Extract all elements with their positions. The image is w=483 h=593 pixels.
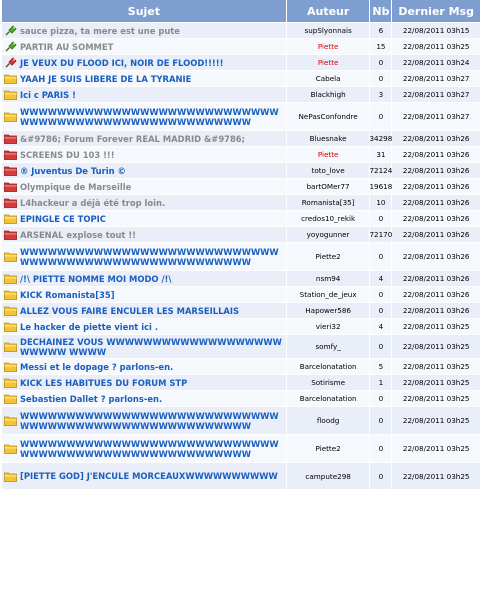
folder-red-icon <box>4 149 17 160</box>
topic-reply-count: 0 <box>370 55 392 70</box>
table-row[interactable] <box>2 406 480 434</box>
topic-reply-count: 0 <box>370 243 392 270</box>
folder-yellow-icon <box>4 361 17 372</box>
topic-subject-cell <box>2 211 287 226</box>
topic-author[interactable]: yoyogunner <box>287 227 371 242</box>
topic-last-message-date[interactable]: 22/08/2011 03h26 <box>392 303 480 318</box>
topic-author[interactable]: Piette2 <box>287 243 371 270</box>
topic-subject-cell <box>2 227 287 242</box>
table-row[interactable] <box>2 70 480 86</box>
folder-yellow-icon <box>4 471 17 482</box>
topic-reply-count: 5 <box>370 359 392 374</box>
folder-red-icon <box>4 197 17 208</box>
topic-author[interactable]: Piette <box>287 39 371 54</box>
table-row[interactable] <box>2 334 480 358</box>
topic-reply-count: 0 <box>370 71 392 86</box>
folder-red-icon <box>4 229 17 240</box>
pin-green-icon <box>4 25 17 36</box>
topic-author[interactable]: Station_de_jeux <box>287 287 371 302</box>
table-row[interactable] <box>2 146 480 162</box>
topic-subject-cell <box>2 287 287 302</box>
folder-yellow-icon <box>4 415 17 426</box>
topic-last-message-date[interactable]: 22/08/2011 03h25 <box>392 407 480 434</box>
topic-subject-cell <box>2 87 287 102</box>
topic-link[interactable]: PARTIR AU SOMMET <box>20 41 114 52</box>
topic-last-message-date[interactable]: 22/08/2011 03h25 <box>392 319 480 334</box>
topic-author[interactable]: Blackhigh <box>287 87 371 102</box>
topic-author[interactable]: Piette <box>287 147 371 162</box>
topic-last-message-date[interactable]: 22/08/2011 03h15 <box>392 23 480 38</box>
folder-yellow-icon <box>4 341 17 352</box>
topic-last-message-date[interactable]: 22/08/2011 03h26 <box>392 147 480 162</box>
pin-red-icon <box>4 57 17 68</box>
topic-link[interactable]: [PIETTE GOD] J'ENCULE MORCEAUXWWWWWWWWWW <box>20 471 278 481</box>
topic-author[interactable]: Cabela <box>287 71 371 86</box>
topic-author[interactable]: Barcelonatation <box>287 391 371 406</box>
topic-link[interactable]: WWWWWWWWWWWWWWWWWWWWWWWWWWWWWWWWWWWWWWWWWWWWWWWWWWWWW <box>20 106 279 127</box>
table-row[interactable] <box>2 302 480 318</box>
topic-subject-cell <box>2 147 287 162</box>
table-row[interactable] <box>2 390 480 406</box>
topic-link[interactable]: EPINGLE CE TOPIC <box>20 213 106 224</box>
table-row[interactable] <box>2 374 480 390</box>
topic-reply-count: 0 <box>370 303 392 318</box>
table-row[interactable] <box>2 178 480 194</box>
table-row[interactable] <box>2 54 480 70</box>
topic-link[interactable]: KICK Romanista[35] <box>20 289 115 300</box>
topic-last-message-date[interactable]: 22/08/2011 03h26 <box>392 287 480 302</box>
topic-link[interactable]: WWWWWWWWWWWWWWWWWWWWWWWWWWWWWWWWWWWWWWWWWWWWWWWWWWWWW <box>20 410 279 431</box>
table-row[interactable] <box>2 210 480 226</box>
topic-link[interactable]: SCREENS DU 103 !!! <box>20 149 115 160</box>
topic-link[interactable]: ALLEZ VOUS FAIRE ENCULER LES MARSEILLAIS <box>20 305 240 316</box>
header-nb[interactable]: Nb <box>370 0 392 22</box>
topic-last-message-date[interactable]: 22/08/2011 03h27 <box>392 87 480 102</box>
topic-subject-cell <box>2 55 287 70</box>
folder-yellow-icon <box>4 289 17 300</box>
topic-reply-count: 72124 <box>370 163 392 178</box>
topic-subject-cell <box>2 435 287 462</box>
topic-subject-cell <box>2 39 287 54</box>
table-row[interactable] <box>2 242 480 270</box>
topic-last-message-date[interactable]: 22/08/2011 03h26 <box>392 271 480 286</box>
topic-reply-count: 0 <box>370 103 392 130</box>
topic-link[interactable]: /!\ PIETTE NOMME MOI MODO /!\ <box>20 273 172 284</box>
folder-yellow-icon <box>4 73 17 84</box>
pin-green-icon <box>4 41 17 52</box>
topic-subject-cell <box>2 23 287 38</box>
topic-reply-count: 0 <box>370 391 392 406</box>
table-row[interactable] <box>2 194 480 210</box>
topic-link[interactable]: &#9786; Forum Forever REAL MADRID &#9786; <box>20 133 245 144</box>
topic-link[interactable]: sauce pizza, ta mere est une pute <box>20 25 180 36</box>
topic-reply-count: 0 <box>370 287 392 302</box>
topic-subject-cell <box>2 163 287 178</box>
topic-reply-count: 3 <box>370 87 392 102</box>
table-row[interactable] <box>2 286 480 302</box>
topic-last-message-date[interactable]: 22/08/2011 03h24 <box>392 55 480 70</box>
topic-author[interactable]: Hapower586 <box>287 303 371 318</box>
topic-author[interactable]: campute298 <box>287 463 371 489</box>
topic-last-message-date[interactable]: 22/08/2011 03h26 <box>392 243 480 270</box>
topic-last-message-date[interactable]: 22/08/2011 03h26 <box>392 131 480 146</box>
topic-last-message-date[interactable]: 22/08/2011 03h25 <box>392 463 480 489</box>
table-row[interactable] <box>2 162 480 178</box>
header-author[interactable]: Auteur <box>287 0 371 22</box>
table-row[interactable] <box>2 38 480 54</box>
topic-link[interactable]: WWWWWWWWWWWWWWWWWWWWWWWWWWWWWWWWWWWWWWWWWWWWWWWWWWWWW <box>20 246 279 267</box>
topic-reply-count: 4 <box>370 319 392 334</box>
topic-subject-cell <box>2 407 287 434</box>
topic-link[interactable]: ARSENAL explose tout !! <box>20 229 136 240</box>
topic-link[interactable]: DECHAINEZ VOUS WWWWWWWWWWWWWWWWWWWWWWWW WWWW <box>20 336 282 357</box>
topic-reply-count: 0 <box>370 463 392 489</box>
topic-subject-cell <box>2 195 287 210</box>
topic-reply-count: 72170 <box>370 227 392 242</box>
topic-author[interactable]: Piette <box>287 55 371 70</box>
topic-reply-count: 6 <box>370 23 392 38</box>
topic-link[interactable]: Sebastien Dallet ? parlons-en. <box>20 393 163 404</box>
topic-author[interactable]: bartOMer77 <box>287 179 371 194</box>
folder-red-icon <box>4 133 17 144</box>
topic-reply-count: 4 <box>370 271 392 286</box>
topic-author[interactable]: toto_love <box>287 163 371 178</box>
topic-last-message-date[interactable]: 22/08/2011 03h26 <box>392 195 480 210</box>
topic-subject-cell <box>2 391 287 406</box>
topic-author[interactable]: Bluesnake <box>287 131 371 146</box>
topic-author[interactable]: Sotirisme <box>287 375 371 390</box>
topic-link[interactable]: ® Juventus De Turin © <box>20 165 126 176</box>
topic-reply-count: 0 <box>370 335 392 358</box>
topic-last-message-date[interactable]: 22/08/2011 03h26 <box>392 163 480 178</box>
topic-subject-cell <box>2 375 287 390</box>
topic-author[interactable]: nsm94 <box>287 271 371 286</box>
topic-author[interactable]: Piette2 <box>287 435 371 462</box>
topic-author[interactable]: Romanista[35] <box>287 195 371 210</box>
folder-red-icon <box>4 165 17 176</box>
topic-subject-cell <box>2 131 287 146</box>
topic-last-message-date[interactable]: 22/08/2011 03h26 <box>392 227 480 242</box>
topic-reply-count: 34298 <box>370 131 392 146</box>
topic-author[interactable]: vieri32 <box>287 319 371 334</box>
topic-subject-cell <box>2 335 287 358</box>
folder-yellow-icon <box>4 321 17 332</box>
topic-author[interactable]: NePasConfondre <box>287 103 371 130</box>
topic-last-message-date[interactable]: 22/08/2011 03h25 <box>392 39 480 54</box>
topic-subject-cell <box>2 179 287 194</box>
topic-reply-count: 0 <box>370 435 392 462</box>
table-row[interactable] <box>2 434 480 462</box>
topic-link[interactable]: JE VEUX DU FLOOD ICI, NOIR DE FLOOD!!!!! <box>20 57 224 68</box>
topic-subject-cell <box>2 71 287 86</box>
topic-reply-count: 10 <box>370 195 392 210</box>
folder-yellow-icon <box>4 305 17 316</box>
topic-link[interactable]: Le hacker de piette vient ici . <box>20 321 159 332</box>
topic-reply-count: 19618 <box>370 179 392 194</box>
table-row[interactable] <box>2 318 480 334</box>
topic-subject-cell <box>2 103 287 130</box>
topic-last-message-date[interactable]: 22/08/2011 03h25 <box>392 391 480 406</box>
topic-last-message-date[interactable]: 22/08/2011 03h26 <box>392 211 480 226</box>
table-row[interactable] <box>2 86 480 102</box>
topic-last-message-date[interactable]: 22/08/2011 03h25 <box>392 359 480 374</box>
table-row[interactable] <box>2 226 480 242</box>
topic-subject-cell <box>2 243 287 270</box>
topic-reply-count: 0 <box>370 407 392 434</box>
table-row[interactable] <box>2 102 480 130</box>
folder-yellow-icon <box>4 443 17 454</box>
folder-yellow-icon <box>4 377 17 388</box>
topic-author[interactable]: supSlyonnais <box>287 23 371 38</box>
topic-link[interactable]: Ici c PARIS ! <box>20 89 76 100</box>
folder-yellow-icon <box>4 89 17 100</box>
table-header <box>2 0 480 22</box>
folder-yellow-icon <box>4 251 17 262</box>
topic-link[interactable]: KICK LES HABITUES DU FORUM STP <box>20 377 188 388</box>
topic-author[interactable]: floodg <box>287 407 371 434</box>
topic-reply-count: 1 <box>370 375 392 390</box>
topic-author[interactable]: somfy_ <box>287 335 371 358</box>
topic-link[interactable]: Messi et le dopage ? parlons-en. <box>20 361 174 372</box>
topic-subject-cell <box>2 359 287 374</box>
topic-link[interactable]: Olympique de Marseille <box>20 181 132 192</box>
header-subject[interactable]: Sujet <box>2 0 287 22</box>
table-row[interactable] <box>2 270 480 286</box>
topic-subject-cell <box>2 319 287 334</box>
topic-author[interactable]: Barcelonatation <box>287 359 371 374</box>
table-row[interactable] <box>2 462 480 489</box>
topic-last-message-date[interactable]: 22/08/2011 03h27 <box>392 103 480 130</box>
topic-subject-cell <box>2 271 287 286</box>
table-row[interactable] <box>2 358 480 374</box>
topic-reply-count: 15 <box>370 39 392 54</box>
topic-subject-cell <box>2 303 287 318</box>
folder-yellow-icon <box>4 273 17 284</box>
topic-reply-count: 0 <box>370 211 392 226</box>
topic-last-message-date[interactable]: 22/08/2011 03h25 <box>392 335 480 358</box>
topic-subject-cell <box>2 463 287 489</box>
topic-reply-count: 31 <box>370 147 392 162</box>
folder-yellow-icon <box>4 111 17 122</box>
folder-yellow-icon <box>4 213 17 224</box>
topic-link[interactable]: L4hackeur a déjà été trop loin. <box>20 197 166 208</box>
topic-link[interactable]: YAAH JE SUIS LIBERE DE LA TYRANIE <box>20 73 192 84</box>
topic-last-message-date[interactable]: 22/08/2011 03h27 <box>392 71 480 86</box>
folder-red-icon <box>4 181 17 192</box>
table-row[interactable] <box>2 22 480 38</box>
topic-last-message-date[interactable]: 22/08/2011 03h25 <box>392 435 480 462</box>
table-row[interactable] <box>2 130 480 146</box>
header-last-msg[interactable]: Dernier Msg <box>392 0 480 22</box>
topic-last-message-date[interactable]: 22/08/2011 03h25 <box>392 375 480 390</box>
topic-author[interactable]: credos10_rekik <box>287 211 371 226</box>
folder-yellow-icon <box>4 393 17 404</box>
topic-link[interactable]: WWWWWWWWWWWWWWWWWWWWWWWWWWWWWWWWWWWWWWWWWWWWWWWWWWWWW <box>20 438 279 459</box>
topic-rows <box>0 22 480 489</box>
topic-last-message-date[interactable]: 22/08/2011 03h26 <box>392 179 480 194</box>
